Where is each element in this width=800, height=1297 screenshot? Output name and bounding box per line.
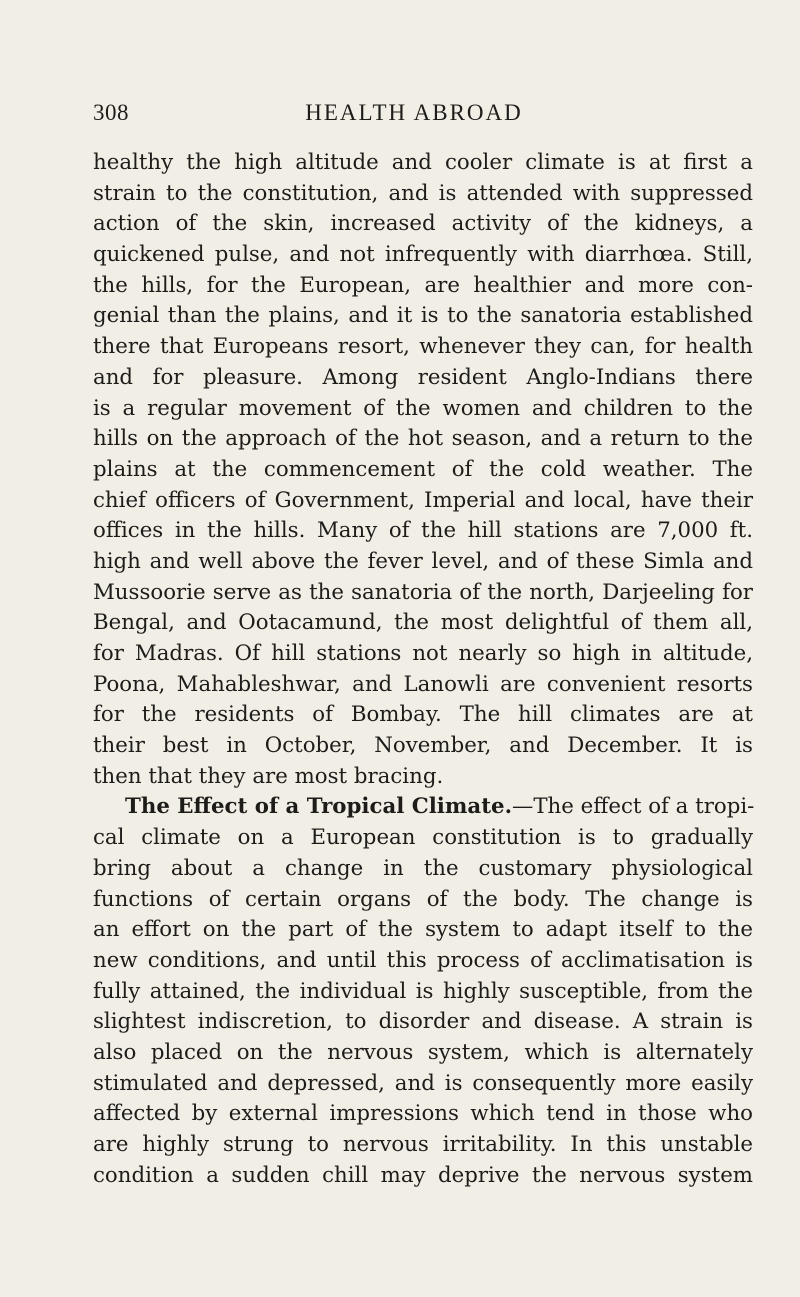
text-line: hills on the approach of the hot season, and a return to the — [93, 426, 753, 452]
text-line: an effort on the part of the system to adapt itself to the — [93, 917, 753, 943]
text-line: and for pleasure. Among resident Anglo-Indians there — [93, 364, 753, 390]
section-first-line-text: —The effect of a tropi- — [512, 794, 755, 820]
text-line: also placed on the nervous system, which is alternately — [93, 1039, 753, 1065]
paragraph-tropical-climate — [93, 792, 753, 1191]
text-line: Mussoorie serve as the sanatoria of the north, Darjeeling for — [93, 579, 753, 605]
text-line: high and well above the fever level, and of these Simla and — [93, 548, 753, 574]
text-line: for Madras. Of hill stations not nearly so high in altitude, — [93, 641, 753, 666]
paragraph-hill-stations — [93, 148, 753, 792]
text-line: there that Europeans resort, whenever they can, for health — [93, 334, 753, 360]
section-first-line — [93, 792, 753, 823]
text-line: are highly strung to nervous irritability. In this unstable — [93, 1132, 753, 1157]
text-line: chief officers of Government, Imperial and local, have their — [93, 487, 753, 513]
text-line: the hills, for the European, are healthier and more con- — [93, 272, 753, 298]
text-line: bring about a change in the customary physiological — [93, 855, 753, 881]
text-line: new conditions, and until this process of acclimatisation is — [93, 947, 753, 973]
text-line: stimulated and depressed, and is consequently more easily — [93, 1070, 753, 1096]
text-line: fully attained, the individual is highly susceptible, from the — [93, 978, 753, 1004]
text-line: offices in the hills. Many of the hill stations are 7,000 ft. — [93, 518, 753, 544]
page-number: 308 — [93, 100, 129, 125]
text-line: quickened pulse, and not infrequently with diarrhœa. Still, — [93, 242, 753, 268]
text-line: for the residents of Bombay. The hill climates are at — [93, 702, 753, 728]
text-line: functions of certain organs of the body. The change is — [93, 886, 753, 912]
body-text — [93, 148, 753, 1191]
running-head: HEALTH ABROAD — [305, 100, 523, 125]
text-line: slightest indiscretion, to disorder and disease. A strain is — [93, 1009, 753, 1035]
text-line: affected by external impressions which tend in those who — [93, 1101, 753, 1127]
text-line: Bengal, and Ootacamund, the most delightful of them all, — [93, 610, 753, 636]
text-line: plains at the commencement of the cold weather. The — [93, 456, 753, 482]
text-line: healthy the high altitude and cooler climate is at first a — [93, 150, 753, 175]
text-line: then that they are most bracing. — [93, 763, 444, 789]
text-line: condition a sudden chill may deprive the nervous system — [93, 1162, 753, 1188]
text-line: Poona, Mahableshwar, and Lanowli are convenient resorts — [93, 671, 753, 697]
text-line: strain to the constitution, and is attended with suppressed — [93, 180, 753, 206]
text-line: genial than the plains, and it is to the sanatoria established — [93, 303, 753, 329]
text-line: action of the skin, increased activity of the kidneys, a — [93, 211, 753, 237]
text-line: their best in October, November, and December. It is — [93, 733, 753, 759]
text-line: cal climate on a European constitution is to gradually — [93, 825, 753, 851]
section-heading: The Effect of a Tropical Climate. — [125, 794, 513, 820]
text-line: is a regular movement of the women and children to the — [93, 395, 753, 421]
